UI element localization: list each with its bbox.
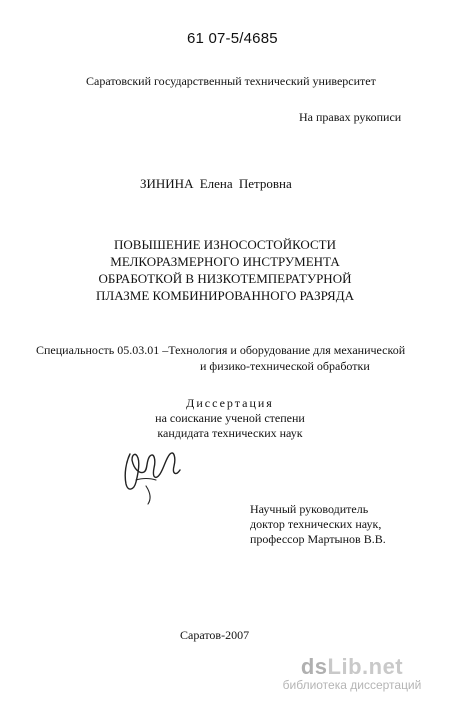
dissertation-degree-block bbox=[130, 396, 330, 441]
city-year: Саратов-2007 bbox=[180, 628, 250, 642]
title-line: ОБРАБОТКОЙ В НИЗКОТЕМПЕРАТУРНОЙ bbox=[98, 271, 352, 286]
degree-line: кандидата технических наук bbox=[157, 426, 303, 440]
degree-line: на соискание ученой степени bbox=[155, 411, 305, 425]
specialty-line: и физико-технической обработки bbox=[200, 359, 370, 373]
rights-note: На правах рукописи bbox=[299, 110, 402, 124]
author-name: ЗИНИНА Елена Петровна bbox=[140, 176, 292, 191]
signature-icon bbox=[116, 440, 188, 506]
university-name: Саратовский государственный технический университет bbox=[86, 74, 376, 88]
watermark-brand bbox=[262, 654, 442, 680]
watermark-logo bbox=[262, 654, 442, 692]
advisor-line: профессор Мартынов В.В. bbox=[250, 532, 386, 546]
title-line: ПЛАЗМЕ КОМБИНИРОВАННОГО РАЗРЯДА bbox=[96, 288, 354, 303]
dissertation-title bbox=[60, 236, 390, 304]
watermark-brand-suffix: Lib.net bbox=[327, 654, 404, 679]
specialty-block bbox=[36, 342, 420, 374]
advisor-line: Научный руководитель bbox=[250, 502, 369, 516]
watermark-subtitle: библиотека диссертаций bbox=[282, 678, 422, 692]
scientific-advisor bbox=[250, 502, 386, 547]
title-line: МЕЛКОРАЗМЕРНОГО ИНСТРУМЕНТА bbox=[110, 254, 340, 269]
document-code: 61 07-5/4685 bbox=[187, 30, 278, 47]
specialty-line: Специальность 05.03.01 –Технология и оборудование для механической bbox=[36, 343, 406, 357]
title-line: ПОВЫШЕНИЕ ИЗНОСОСТОЙКОСТИ bbox=[114, 237, 336, 252]
dissertation-heading: Диссертация bbox=[186, 396, 274, 410]
advisor-line: доктор технических наук, bbox=[250, 517, 382, 531]
watermark-brand-prefix: ds bbox=[300, 654, 328, 679]
